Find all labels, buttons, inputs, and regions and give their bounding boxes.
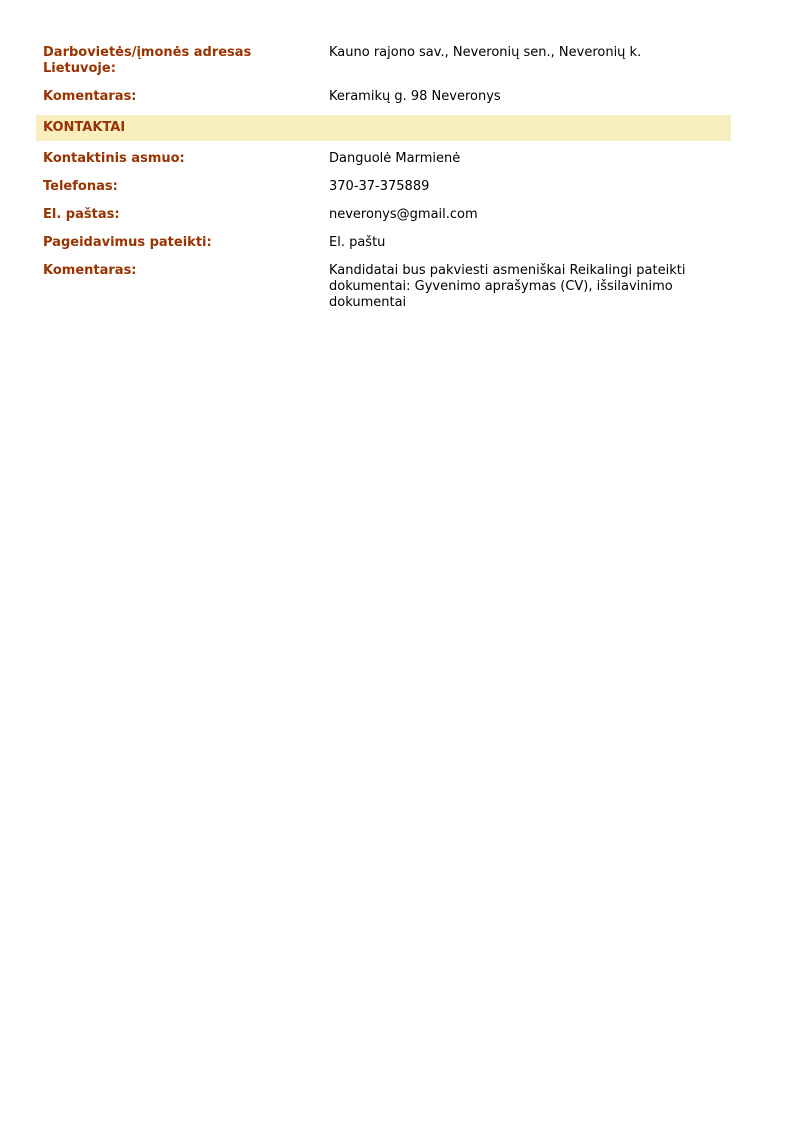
job-contact-details — [36, 39, 731, 317]
field-value-comment-application: Kandidatai bus pakviesti asmeniškai Reikalingi pateikti dokumentai: Gyvenimo aprašymas (CV), išsilavinimo dokumentai — [329, 263, 686, 310]
field-label-phone: Telefonas: — [43, 179, 118, 194]
field-label-contact-person: Kontaktinis asmuo: — [43, 151, 185, 166]
field-row-email — [36, 201, 731, 229]
field-value-application-method: El. paštu — [329, 235, 386, 250]
field-label-email: El. paštas: — [43, 207, 120, 222]
field-value-email: neveronys@gmail.com — [329, 207, 478, 222]
field-value-comment-address: Keramikų g. 98 Neveronys — [329, 89, 501, 104]
field-label-application-method: Pageidavimus pateikti: — [43, 235, 212, 250]
field-label-comment-application: Komentaras: — [43, 263, 137, 278]
field-label-address: Darbovietės/įmonės adresas Lietuvoje: — [43, 45, 252, 76]
field-row-application-method — [36, 229, 731, 257]
section-title: KONTAKTAI — [43, 120, 126, 135]
field-row-contact-person — [36, 145, 731, 173]
field-value-contact-person: Danguolė Marmienė — [329, 151, 461, 166]
field-row-phone — [36, 173, 731, 201]
field-row-address — [36, 39, 731, 83]
field-label-comment-address: Komentaras: — [43, 89, 137, 104]
field-row-comment-address — [36, 83, 731, 111]
field-value-address: Kauno rajono sav., Neveronių sen., Neveronių k. — [329, 45, 642, 60]
section-header-kontaktai — [36, 115, 731, 141]
field-row-comment-application — [36, 257, 731, 317]
field-value-phone: 370-37-375889 — [329, 179, 430, 194]
